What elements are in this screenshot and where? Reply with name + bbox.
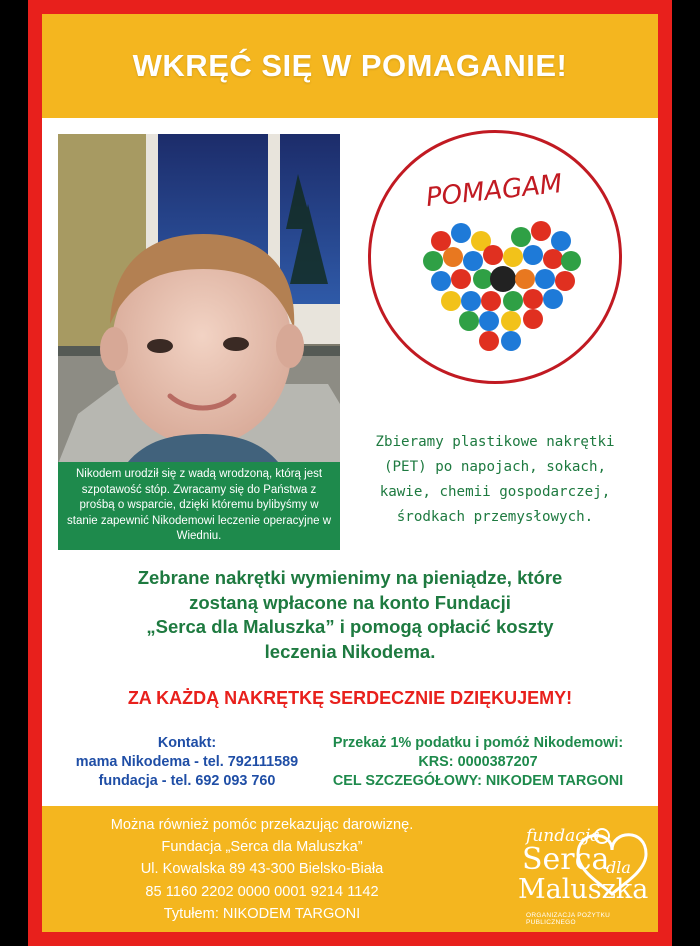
poster-content xyxy=(42,118,658,806)
pomagam-logo-text: POMAGAM xyxy=(424,168,564,214)
donation-line: Fundacja „Serca dla Maluszka” xyxy=(161,839,363,856)
contact-info xyxy=(52,734,322,791)
donation-line: Ul. Kowalska 89 43-300 Bielsko-Biała xyxy=(140,861,384,878)
donation-line: Można również pomóc przekazując darowiznę. xyxy=(110,817,414,833)
foundation-logo-tagline: ORGANIZACJA POŻYTKU PUBLICZNEGO xyxy=(526,912,611,926)
collect-line: kawie, chemii gospodarczej, xyxy=(379,484,611,500)
donation-info xyxy=(42,814,482,925)
thanks-message: ZA KAŻDĄ NAKRĘTKĘ SERDECZNIE DZIĘKUJEMY! xyxy=(127,688,573,708)
foundation-logo-line3: dla xyxy=(606,858,631,877)
poster-footer xyxy=(42,806,658,932)
poster-title: WKRĘĆ SIĘ W POMAGANIE! xyxy=(132,48,568,83)
main-message xyxy=(42,566,658,664)
photo-caption-text: Nikodem urodził się z wadą wrodzoną, którą jest szpotawość stóp. Zwracamy się do Państwa z prośbą o wsparcie, dzięki któremu bylibyśmy w stanie zapewnić Nikodemowi leczenie operacyjne w Wiedniu. xyxy=(67,468,331,543)
foundation-logo-line2: Serca xyxy=(522,842,610,877)
collect-line: (PET) po napojach, sokach, xyxy=(383,459,607,475)
foundation-logo xyxy=(470,810,658,928)
photo-caption xyxy=(58,462,340,550)
tax-info xyxy=(304,734,652,791)
contact-foundation-phone: fundacja - tel. 692 093 760 xyxy=(98,773,276,789)
main-message-line: leczenia Nikodema. xyxy=(264,640,436,662)
donation-line: 85 1160 2202 0000 0001 9214 1142 xyxy=(145,883,379,900)
foundation-logo-line1: fundacja xyxy=(526,826,601,846)
main-message-line: „Serca dla Maluszka” i pomogą opłacić koszty xyxy=(146,616,554,637)
tax-krs: KRS: 0000387207 xyxy=(418,754,538,770)
donation-line: Tytułem: NIKODEM TARGONI xyxy=(163,905,361,922)
foundation-logo-line4: Maluszka xyxy=(518,874,649,905)
collect-description xyxy=(352,430,638,530)
contact-mother-phone: mama Nikodema - tel. 792111589 xyxy=(75,754,299,770)
poster-header xyxy=(42,14,658,118)
bottle-caps-heart-icon xyxy=(371,133,619,381)
pomagam-logo xyxy=(368,130,622,384)
main-message-line: zostaną wpłacone na konto Fundacji xyxy=(189,591,511,613)
tax-goal: CEL SZCZEGÓŁOWY: NIKODEM TARGONI xyxy=(332,773,624,789)
collect-line: Zbieramy plastikowe nakrętki xyxy=(375,434,615,450)
contact-title: Kontakt: xyxy=(157,735,217,751)
collect-line: środkach przemysłowych. xyxy=(396,509,594,525)
main-message-line: Zebrane nakrętki wymienimy na pieniądze, które xyxy=(137,567,563,588)
tax-title: Przekaż 1% podatku i pomóż Nikodemowi: xyxy=(332,735,624,751)
